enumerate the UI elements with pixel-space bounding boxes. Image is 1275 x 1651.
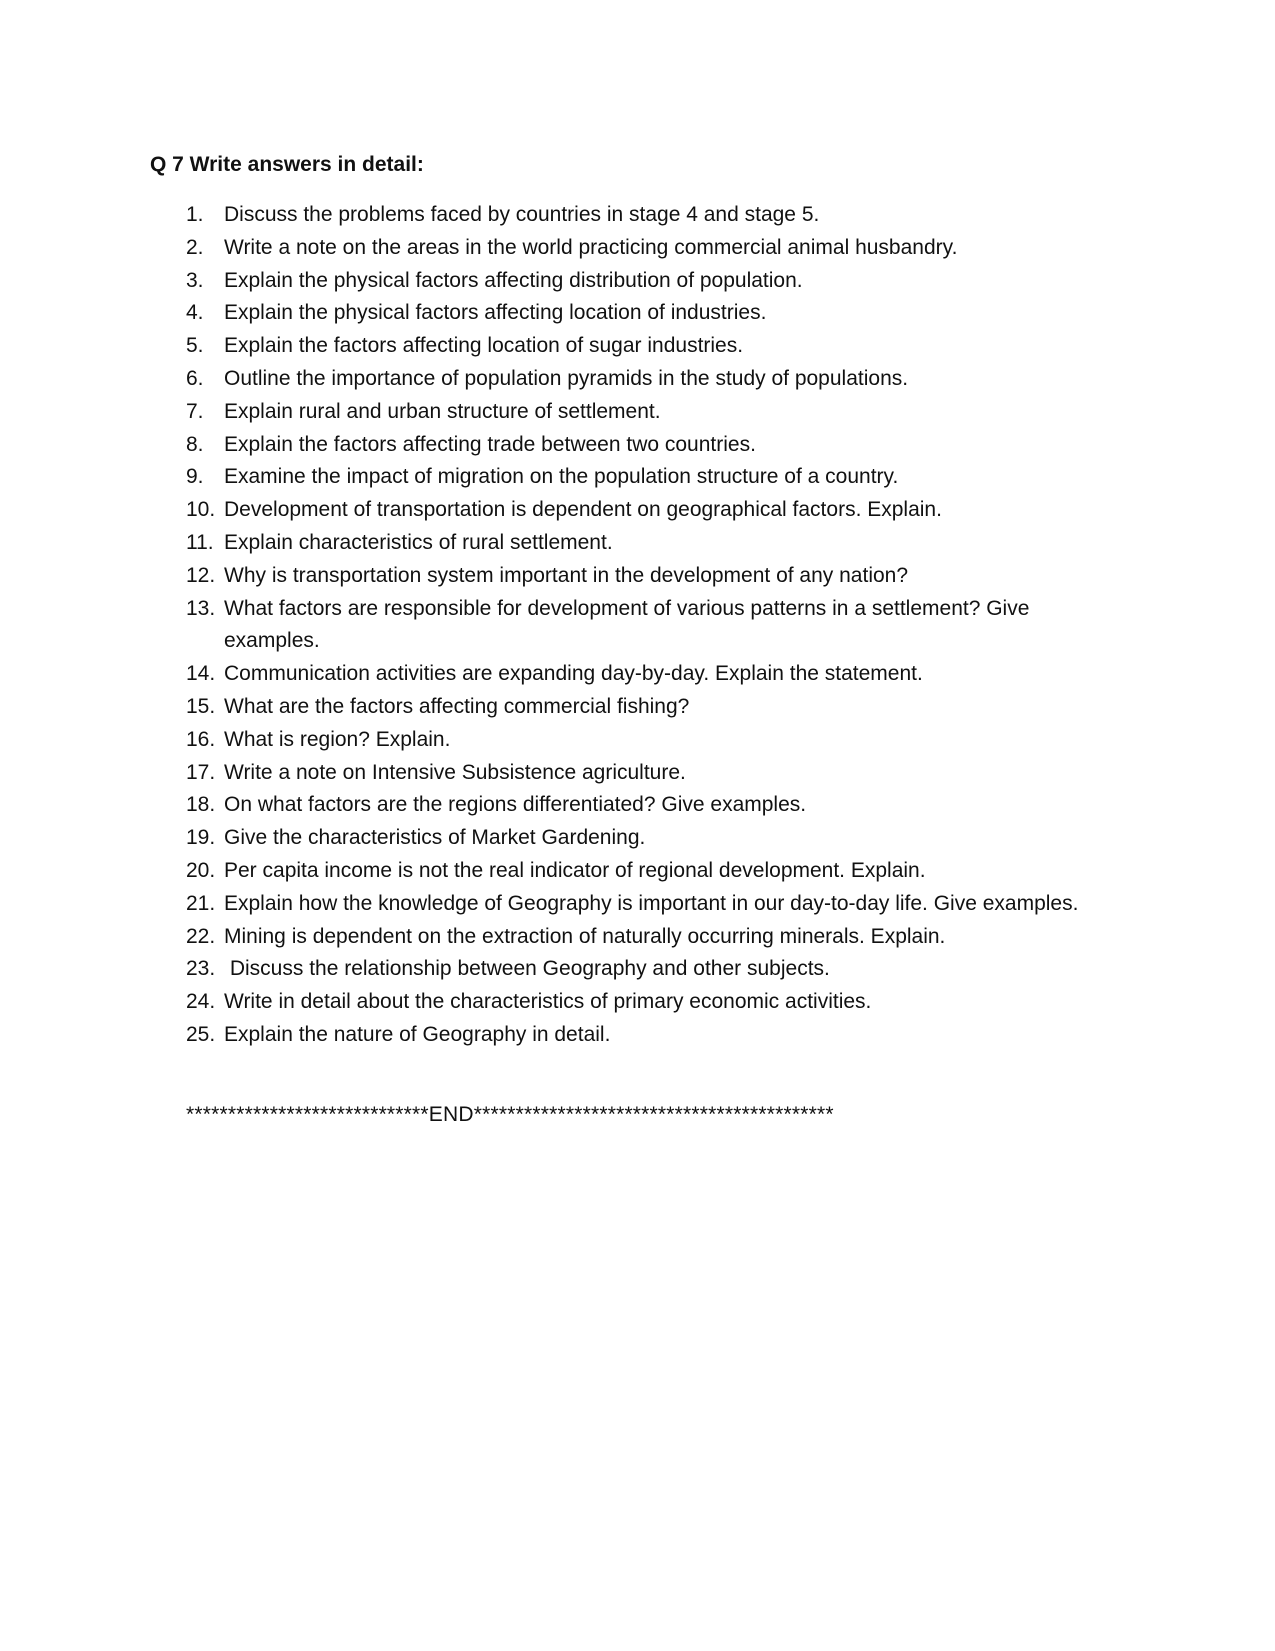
question-item [186,429,1121,462]
question-item [186,560,1121,593]
question-text: Explain the factors affecting location of sugar industries. [224,334,744,358]
question-text: Explain the nature of Geography in detail. [224,1022,611,1046]
question-item [186,396,1121,429]
question-number: 7. [186,399,204,423]
question-text: Mining is dependent on the extraction of naturally occurring minerals. Explain. [224,924,946,948]
question-text: Give the characteristics of Market Gardening. [224,826,646,850]
question-number: 12. [186,563,216,587]
question-text: Write a note on the areas in the world practicing commercial animal husbandry. [224,235,958,259]
question-number: 5. [186,334,204,358]
question-item [186,953,1121,986]
question-item [186,297,1121,330]
question-text: Explain the physical factors affecting location of industries. [224,301,767,325]
question-text: Communication activities are expanding day-by-day. Explain the statement. [224,662,923,686]
question-item [186,232,1121,265]
question-text: What factors are responsible for development of various patterns in a settlement? Give examples. [224,596,1036,653]
question-number: 4. [186,301,204,325]
question-item [186,265,1121,298]
question-number: 11. [186,530,214,554]
question-number: 18. [186,793,216,817]
question-text: Examine the impact of migration on the population structure of a country. [224,465,899,489]
question-text: Why is transportation system important in the development of any nation? [224,563,909,587]
question-item [186,363,1121,396]
question-item [186,199,1121,232]
question-text: Explain how the knowledge of Geography is important in our day-to-day life. Give examples. [224,891,1079,915]
question-item [186,888,1121,921]
question-text: Write a note on Intensive Subsistence agriculture. [224,760,686,784]
question-number: 13. [186,596,216,620]
question-number: 10. [186,498,216,522]
question-item [186,494,1121,527]
question-number: 23. [186,957,216,981]
question-text: Explain the factors affecting trade between two countries. [224,432,756,456]
question-item [186,921,1121,954]
question-text: Development of transportation is dependent on geographical factors. Explain. [224,498,942,522]
question-number: 6. [186,366,204,390]
question-number: 14. [186,662,216,686]
question-number: 8. [186,432,204,456]
question-text: Explain rural and urban structure of settlement. [224,399,661,423]
question-heading: Q 7 Write answers in detail: [150,153,424,176]
question-number: 9. [186,465,204,489]
question-number: 25. [186,1022,216,1046]
question-text: Discuss the relationship between Geography and other subjects. [224,957,830,981]
question-number: 2. [186,235,204,259]
question-item [186,330,1121,363]
question-text: Explain characteristics of rural settlement. [224,530,613,554]
question-item [186,757,1121,790]
question-item [186,855,1121,888]
question-number: 16. [186,727,216,751]
question-number: 20. [186,858,216,882]
question-item [186,593,1121,659]
question-number: 15. [186,694,216,718]
question-item [186,461,1121,494]
question-list [186,199,1121,1052]
question-text: Outline the importance of population pyramids in the study of populations. [224,366,909,390]
question-item [186,1019,1121,1052]
question-number: 3. [186,268,204,292]
question-text: On what factors are the regions differentiated? Give examples. [224,793,807,817]
end-marker: *****************************END******************************************* [186,1103,834,1126]
question-number: 24. [186,990,216,1014]
question-text: Per capita income is not the real indicator of regional development. Explain. [224,858,926,882]
question-item [186,822,1121,855]
question-number: 22. [186,924,216,948]
question-item [186,691,1121,724]
question-number: 1. [186,203,204,226]
question-text: Write in detail about the characteristics of primary economic activities. [224,990,872,1014]
question-item [186,789,1121,822]
question-number: 21. [186,891,216,915]
question-text: What are the factors affecting commercial fishing? [224,694,690,718]
question-item [186,986,1121,1019]
question-item [186,527,1121,560]
question-item [186,724,1121,757]
question-text: Explain the physical factors affecting distribution of population. [224,268,803,292]
question-item [186,658,1121,691]
question-text: Discuss the problems faced by countries in stage 4 and stage 5. [224,203,820,226]
question-number: 17. [186,760,216,784]
question-number: 19. [186,826,216,850]
question-text: What is region? Explain. [224,727,451,751]
